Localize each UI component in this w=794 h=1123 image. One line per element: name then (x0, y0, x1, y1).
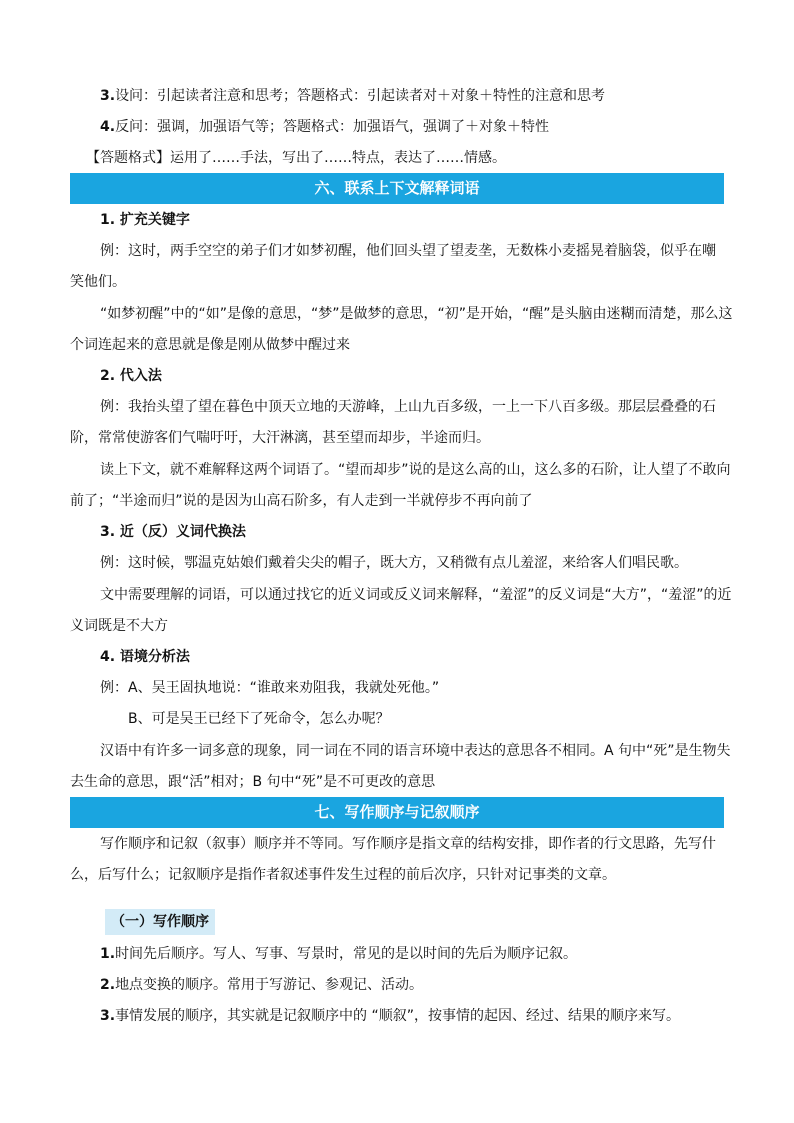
method-1-explanation-line-2: 个词连起来的意思就是像是刚从做梦中醒过来 (70, 337, 350, 353)
section-7-intro-line-1: 写作顺序和记叙（叙事）顺序并不等同。写作顺序是指文章的结构安排，即作者的行文思路，先写什 (100, 836, 716, 852)
method-3-explanation-line-2: 义词既是不大方 (70, 618, 168, 634)
rhetoric-item-4: 4.反问：强调，加强语气等；答题格式：加强语气，强调了＋对象＋特性 (100, 119, 550, 135)
method-2-example-line-2: 阶，常常使游客们气喘吁吁，大汗淋漓，甚至望而却步，半途而归。 (70, 430, 490, 446)
method-1-explanation-line-1: “如梦初醒”中的“如”是像的意思，“梦”是做梦的意思，“初”是开始，“醒”是头脑由迷糊而清楚，那么这 (100, 306, 733, 322)
method-4-explanation-line-2: 去生命的意思，跟“活”相对；B 句中“死”是不可更改的意思 (70, 774, 436, 790)
method-4-example-b: B、可是吴王已经下了死命令，怎么办呢？ (128, 711, 390, 727)
method-4-example-a: 例：A、吴王固执地说：“谁敢来劝阻我，我就处死他。” (100, 680, 440, 696)
method-1-example-line-2: 笑他们。 (70, 274, 126, 290)
section-7-intro-line-2: 么，后写什么；记叙顺序是指作者叙述事件发生过程的前后次序，只针对记事类的文章。 (70, 867, 616, 883)
method-3-title: 3. 近（反）义词代换法 (100, 524, 246, 540)
writing-order-subheading: （一）写作顺序 (105, 909, 215, 935)
writing-order-item-3: 3.事情发展的顺序，其实就是记叙顺序中的 “顺叙”，按事情的起因、经过、结果的顺序来写。 (100, 1008, 681, 1024)
writing-order-item-1: 1.时间先后顺序。写人、写事、写景时，常见的是以时间的先后为顺序记叙。 (100, 946, 578, 962)
method-3-explanation-line-1: 文中需要理解的词语，可以通过找它的近义词或反义词来解释，“羞涩”的反义词是“大方”，“羞涩”的近 (100, 587, 732, 603)
answer-format: 【答题格式】运用了……手法，写出了……特点，表达了……情感。 (86, 150, 506, 166)
method-3-example: 例：这时候，鄂温克姑娘们戴着尖尖的帽子，既大方，又稍微有点儿羞涩，来给客人们唱民歌。 (100, 555, 688, 571)
section-6-header: 六、联系上下文解释词语 (70, 173, 724, 204)
writing-order-item-2: 2.地点变换的顺序。常用于写游记、参观记、活动。 (100, 977, 424, 993)
method-4-explanation-line-1: 汉语中有许多一词多意的现象，同一词在不同的语言环境中表达的意思各不相同。A 句中“死”是生物失 (100, 743, 731, 759)
method-2-title: 2. 代入法 (100, 368, 162, 384)
method-2-explanation-line-2: 前了；“半途而归”说的是因为山高石阶多，有人走到一半就停步不再向前了 (70, 493, 533, 509)
section-7-header: 七、写作顺序与记叙顺序 (70, 797, 724, 828)
method-2-explanation-line-1: 读上下文，就不难解释这两个词语了。“望而却步”说的是这么高的山，这么多的石阶，让人望了不敢向 (100, 462, 731, 478)
rhetoric-item-3: 3.设问：引起读者注意和思考；答题格式：引起读者对＋对象＋特性的注意和思考 (100, 88, 606, 104)
method-1-title: 1. 扩充关键字 (100, 212, 190, 228)
method-4-title: 4. 语境分析法 (100, 649, 190, 665)
method-1-example-line-1: 例：这时，两手空空的弟子们才如梦初醒，他们回头望了望麦垄，无数株小麦摇晃着脑袋，似乎在嘲 (100, 243, 716, 259)
method-2-example-line-1: 例：我抬头望了望在暮色中顶天立地的天游峰，上山九百多级，一上一下八百多级。那层层叠叠的石 (100, 399, 716, 415)
